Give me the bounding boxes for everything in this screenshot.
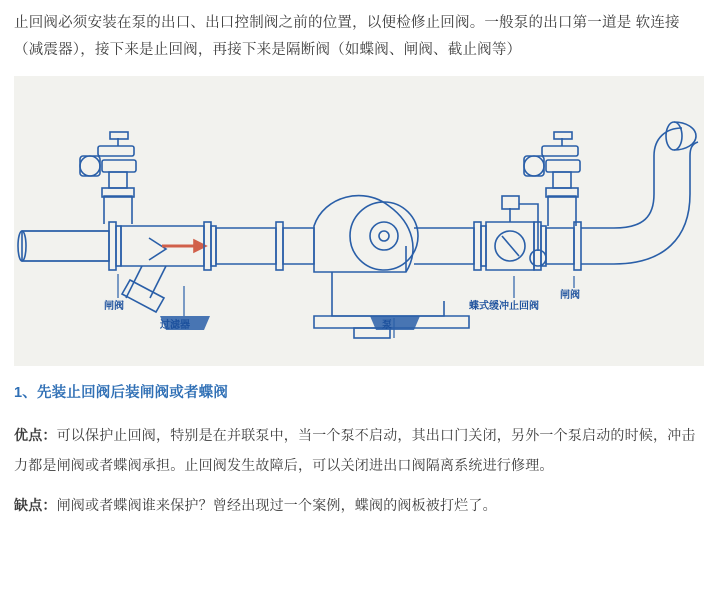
advantage-text: 可以保护止回阀，特别是在并联泵中，当一个泵不启动，其出口门关闭，另外一个泵启动的时候，冲击力都是闸阀或者蝶阀承担。止回阀发生故障后，可以关闭进出口阀隔离系统进行修理。 bbox=[14, 427, 696, 473]
figure-label-0: 闸阀 bbox=[104, 301, 124, 312]
drawback-paragraph bbox=[14, 490, 704, 520]
pump-piping-diagram bbox=[14, 76, 704, 366]
drawback-text: 闸阀或者蝶阀谁来保护？曾经出现过一个案例，蝶阀的阀板被打烂了。 bbox=[56, 497, 497, 513]
advantage-paragraph bbox=[14, 420, 704, 480]
advantage-label: 优点： bbox=[14, 427, 57, 443]
figure-label-3: 蝶式缓冲止回阀 bbox=[469, 301, 539, 312]
drawback-label: 缺点： bbox=[14, 497, 57, 513]
intro-line-1: 止回阀必须安装在泵的出口、出口控制阀之前的位置，以便检修止回阀。一般泵的出口第一道是 bbox=[14, 15, 632, 31]
intro-line-2: 软连接（减震器），接下来是止回阀，再接下来是隔断阀（如蝶阀、闸阀、截止阀等） bbox=[14, 15, 680, 58]
figure-label-2: 泵 bbox=[382, 320, 392, 331]
figure-label-1: 过滤器 bbox=[160, 320, 190, 331]
diagram-svg bbox=[14, 76, 704, 366]
intro-paragraph bbox=[14, 10, 704, 64]
section-heading: 1、先装止回阀后装闸阀或者蝶阀 bbox=[14, 385, 229, 401]
figure-label-4: 闸阀 bbox=[560, 290, 580, 301]
